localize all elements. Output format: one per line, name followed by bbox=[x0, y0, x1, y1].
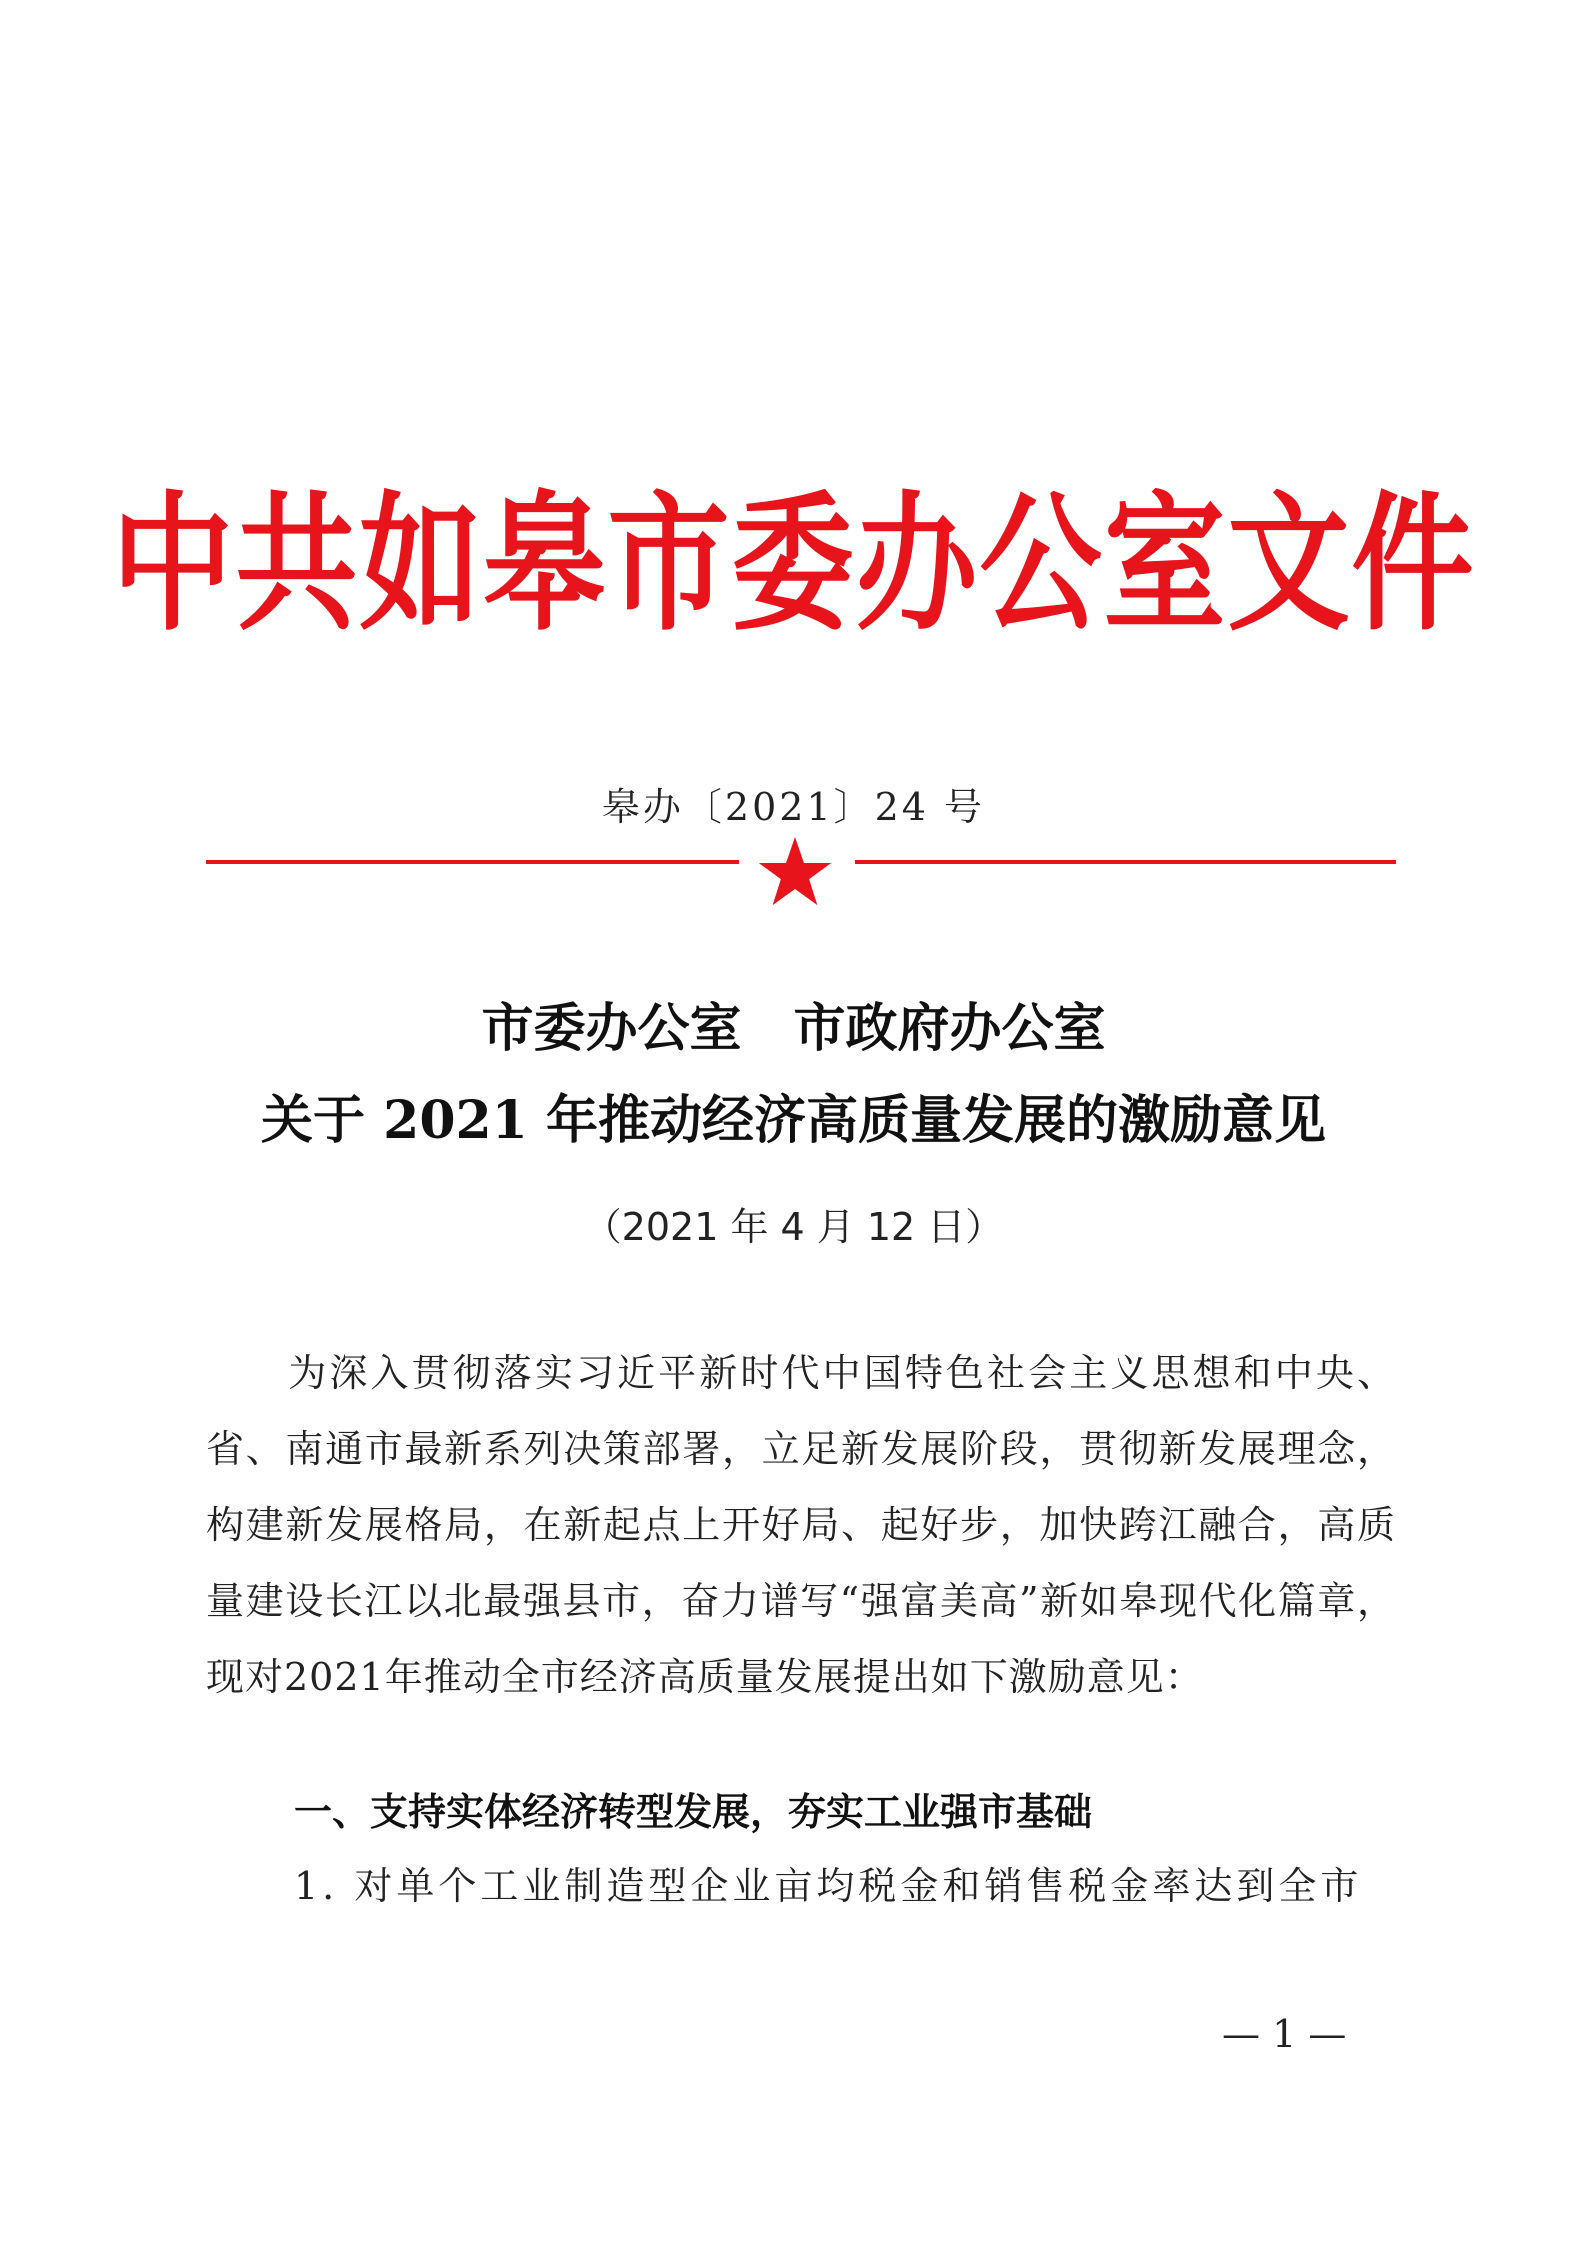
star-icon bbox=[757, 834, 833, 910]
document-number: 皋办〔2021〕24 号 bbox=[601, 785, 986, 829]
intro-paragraph: 为深入贯彻落实习近平新时代中国特色社会主义思想和中央、省、南通市最新系列决策部署，立足新发展阶段，贯彻新发展理念，构建新发展格局，在新起点上开好局、起好步，加快跨江融合，高质量建设长江以北最强县市，奋力谱写“强富美高”新如皋现代化篇章，现对2021年推动全市经济高质量发展提出如下激励意见： bbox=[206, 1351, 1396, 1699]
page-number: — 1 — bbox=[1222, 2012, 1347, 2056]
document-title-line-2: 关于 2021 年推动经济高质量发展的激励意见 bbox=[261, 1090, 1326, 1151]
section-heading-1: 一、支持实体经济转型发展，夯实工业强市基础 bbox=[294, 1790, 1093, 1834]
document-title-line-1: 市委办公室 市政府办公室 bbox=[481, 998, 1106, 1059]
masthead-title: 中共如皋市委办公室文件 bbox=[111, 477, 1476, 652]
red-rule-left bbox=[206, 860, 739, 864]
red-rule-right bbox=[855, 860, 1396, 864]
list-item-1: 1. 对单个工业制造型企业亩均税金和销售税金率达到全市 bbox=[294, 1864, 1363, 1908]
document-date: （2021 年 4 月 12 日） bbox=[583, 1205, 1004, 1249]
